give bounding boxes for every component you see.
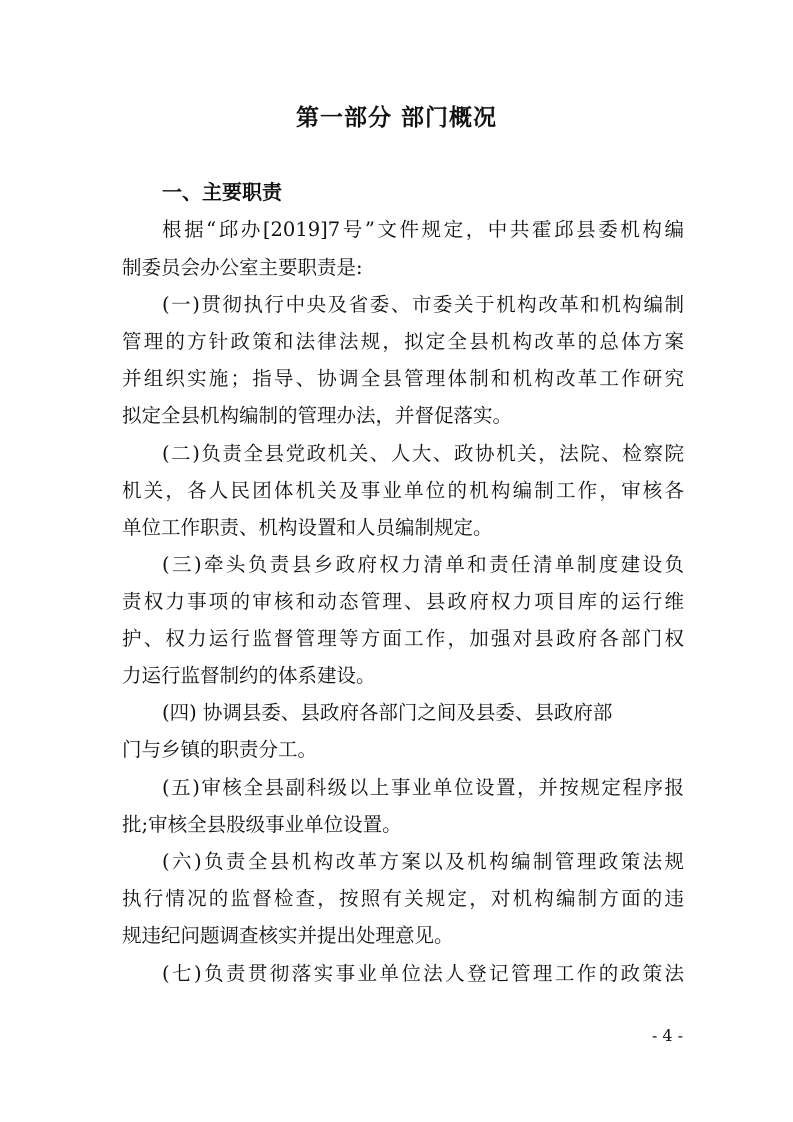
line-text: 机关，各人民团体机关及事业单位的机构编制工作，审核各 (122, 479, 684, 502)
paragraph-line (0, 399, 793, 433)
paragraph-line (0, 362, 793, 396)
paragraph-line (0, 585, 793, 619)
paragraph-line (0, 251, 793, 285)
line-text: 批;审核全县股级事业单位设置。 (122, 813, 402, 836)
line-text: (一)贯彻执行中央及省委、市委关于机构改革和机构编制 (162, 293, 684, 316)
paragraph-line (0, 919, 793, 953)
line-text: (六)负责全县机构改革方案以及机构编制管理政策法规 (162, 850, 684, 873)
line-text: 根据“邱办[2019]7号”文件规定，中共霍邱县委机构编 (162, 218, 684, 241)
section-heading: 一、主要职责 (162, 180, 282, 204)
line-text: 并组织实施；指导、协调全县管理体制和机构改革工作研究 (122, 367, 684, 390)
line-text: 执行情况的监督检查，按照有关规定，对机构编制方面的违 (122, 887, 684, 910)
paragraph-line (0, 733, 793, 767)
line-text: 责权力事项的审核和动态管理、县政府权力项目库的运行维 (122, 590, 684, 613)
paragraph-line (0, 622, 793, 656)
line-text: (三)牵头负责县乡政府权力清单和责任清单制度建设负 (162, 553, 684, 576)
line-text: 管理的方针政策和法律法规，拟定全县机构改革的总体方案 (122, 330, 684, 353)
line-text: 门与乡镇的职责分工。 (122, 738, 318, 761)
paragraph-line (0, 213, 793, 247)
paragraph-line (0, 437, 793, 471)
page-number: - 4 - (651, 1026, 683, 1045)
line-text: 拟定全县机构编制的管理办法，并督促落实。 (122, 404, 513, 427)
line-text: (五)审核全县副科级以上事业单位设置，并按规定程序报 (162, 776, 684, 799)
paragraph-line (0, 325, 793, 359)
line-text: 制委员会办公室主要职责是: (122, 256, 363, 279)
paragraph-line (0, 659, 793, 693)
line-text: 力运行监督制约的体系建设。 (122, 664, 376, 687)
paragraph-line (0, 771, 793, 805)
paragraph-line (0, 957, 793, 991)
paragraph-line (0, 845, 793, 879)
line-text: (七)负责贯彻落实事业单位法人登记管理工作的政策法 (162, 962, 684, 985)
paragraph-line (0, 548, 793, 582)
paragraph-line (0, 882, 793, 916)
line-text: (四) 协调县委、县政府各部门之间及县委、县政府部 (162, 701, 613, 724)
line-text: (二)负责全县党政机关、人大、政协机关，法院、检察院 (162, 442, 684, 465)
line-text: 规违纪问题调查核实并提出处理意见。 (122, 924, 454, 947)
paragraph-line (0, 511, 793, 545)
paragraph-line (0, 808, 793, 842)
page-title: 第一部分 部门概况 (295, 105, 497, 131)
line-text: 单位工作职责、机构设置和人员编制规定。 (122, 516, 493, 539)
line-text: 护、权力运行监督管理等方面工作，加强对县政府各部门权 (122, 627, 684, 650)
paragraph-line (0, 474, 793, 508)
paragraph-line (0, 696, 793, 730)
paragraph-line (0, 288, 793, 322)
